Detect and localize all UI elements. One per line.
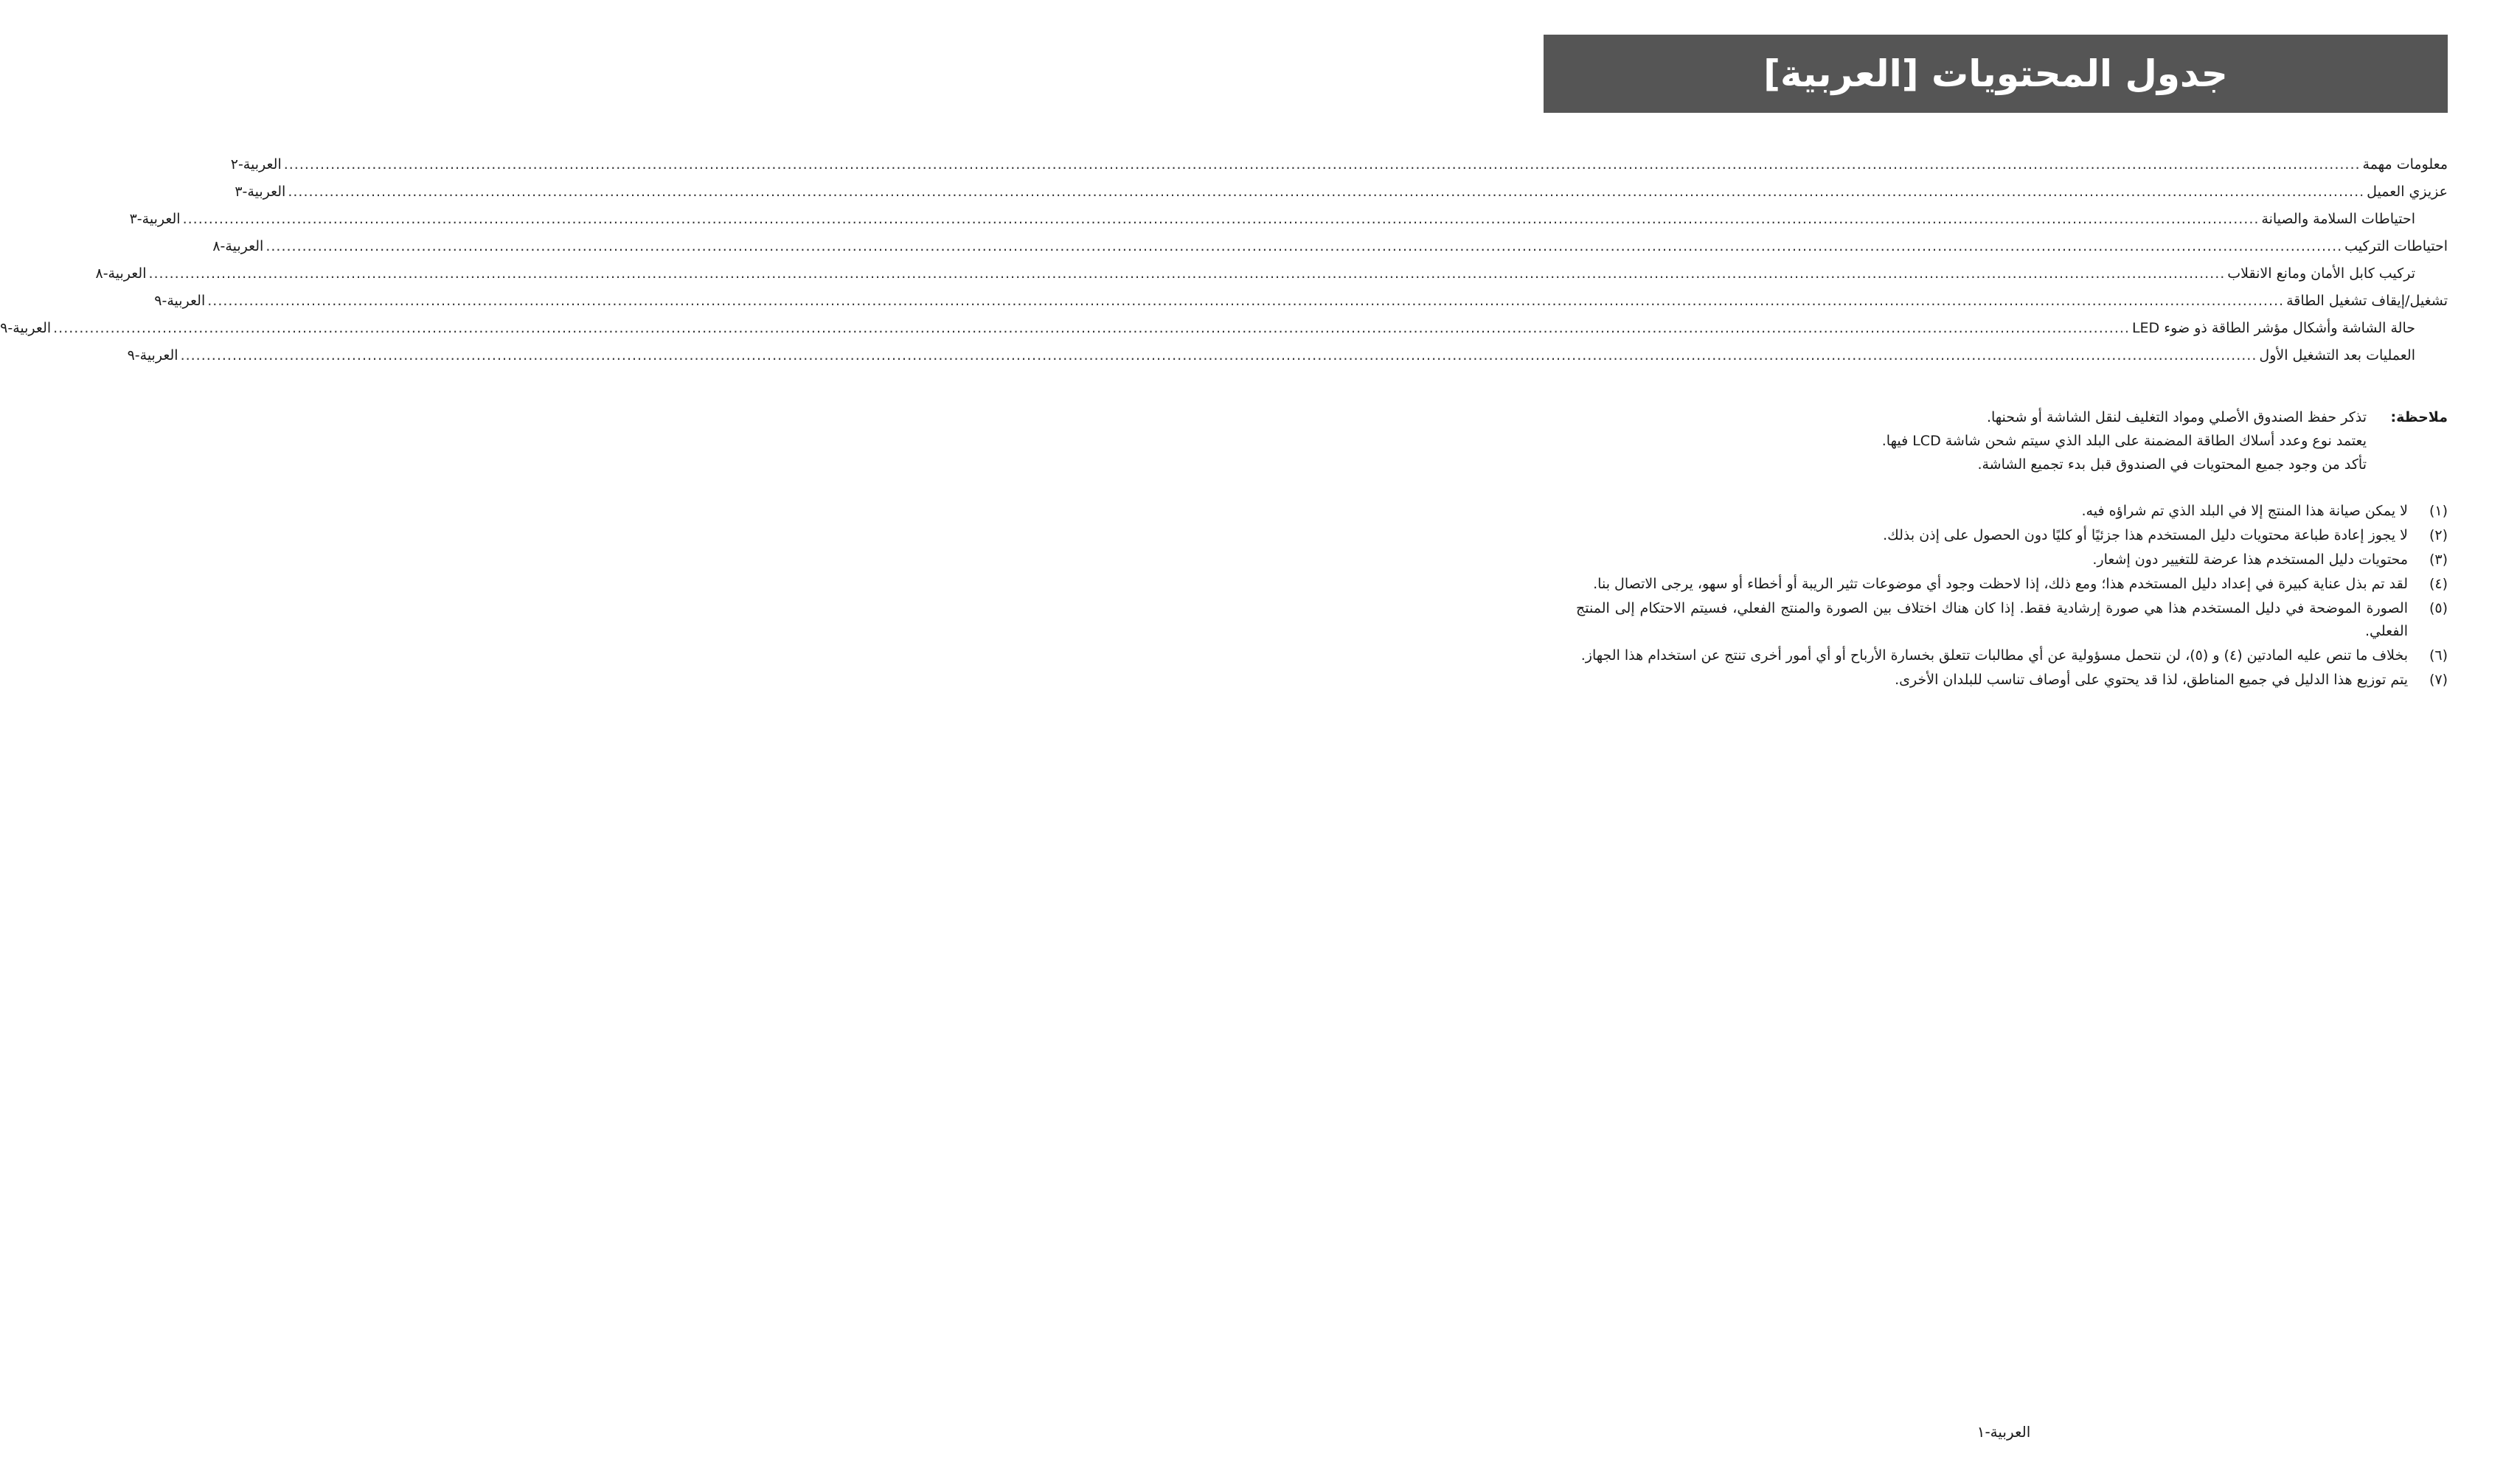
toc-entry[interactable]	[154, 288, 2448, 315]
page-footer	[1488, 1423, 2520, 1441]
list-item	[1576, 573, 2448, 596]
list-item-number: (٣)	[2429, 551, 2448, 568]
toc-entry[interactable]	[127, 342, 2448, 369]
list-item-number: (٢)	[2429, 527, 2448, 543]
toc-entry-label: حالة الشاشة وأشكال مؤشر الطاقة ذو ضوء LED	[2131, 320, 2415, 336]
toc-entry-page: العربية-٢	[230, 156, 282, 173]
toc-leader-dots: ................................................................................................................................................................................................................................................................................................................................................................................................................	[288, 184, 2365, 200]
note-line: يعتمد نوع وعدد أسلاك الطاقة المضمنة على البلد الذي سيتم شحن شاشة LCD فيها.	[1881, 433, 2367, 449]
list-item-number: (١)	[2429, 503, 2448, 519]
note-line: تأكد من وجود جميع المحتويات في الصندوق قبل بدء تجميع الشاشة.	[1977, 456, 2367, 473]
list-item-number: (٧)	[2429, 672, 2448, 688]
list-item	[1576, 597, 2448, 643]
toc-entry-page: العربية-٣	[235, 184, 286, 200]
toc-entry[interactable]	[0, 315, 2448, 342]
numbered-list	[1576, 500, 2448, 693]
page-number: العربية-١	[1976, 1423, 2031, 1441]
toc-entry-page: العربية-٨	[212, 238, 264, 254]
toc-leader-dots: ................................................................................................................................................................................................................................................................................................................................................................................................................	[207, 293, 2285, 309]
note-label: ملاحظة:	[2390, 409, 2448, 425]
toc-entry-page: العربية-٩	[127, 347, 178, 363]
toc-leader-dots: ................................................................................................................................................................................................................................................................................................................................................................................................................	[180, 347, 2257, 363]
toc-entry-page: العربية-٩	[154, 293, 206, 309]
toc-entry-label: تركيب كابل الأمان ومانع الانقلاب	[2227, 265, 2415, 282]
toc-leader-dots: ................................................................................................................................................................................................................................................................................................................................................................................................................	[283, 156, 2361, 173]
list-item-number: (٦)	[2429, 647, 2448, 664]
list-item	[1576, 524, 2448, 547]
list-item-number: (٥)	[2429, 600, 2448, 616]
list-item	[1576, 644, 2448, 667]
list-item-text: لا يمكن صيانة هذا المنتج إلا في البلد الذي تم شراؤه فيه.	[2081, 503, 2408, 519]
list-item	[1576, 500, 2448, 523]
toc-leader-dots: ................................................................................................................................................................................................................................................................................................................................................................................................................	[148, 265, 2226, 282]
toc-entry-page: العربية-٨	[95, 265, 147, 282]
toc-entry-label: تشغيل/إيقاف تشغيل الطاقة	[2286, 293, 2448, 309]
note-block	[1544, 406, 2448, 476]
list-item-number: (٤)	[2429, 576, 2448, 592]
list-item-text: لا يجوز إعادة طباعة محتويات دليل المستخدم هذا جزئيًا أو كليًا دون الحصول على إذن بذلك.	[1883, 527, 2408, 543]
toc-entry[interactable]	[230, 151, 2448, 178]
note-line: تذكر حفظ الصندوق الأصلي ومواد التغليف لنقل الشاشة أو شحنها.	[1986, 409, 2367, 425]
toc-leader-dots: ................................................................................................................................................................................................................................................................................................................................................................................................................	[182, 211, 2260, 227]
page-title-text: جدول المحتويات [العربية]	[1763, 52, 2228, 95]
toc-entry-label: العمليات بعد التشغيل الأول	[2259, 347, 2415, 363]
table-of-contents	[0, 151, 2448, 369]
list-item-text: الصورة الموضحة في دليل المستخدم هذا هي صورة إرشادية فقط. إذا كان هناك اختلاف بين الصورة والمنتج الفعلي، فسيتم الاحتكام إلى المنتج الفعلي.	[1576, 600, 2408, 639]
page-title	[1544, 35, 2448, 113]
toc-entry-page: العربية-٣	[129, 211, 181, 227]
toc-entry-label: احتياطات التركيب	[2344, 238, 2448, 254]
list-item	[1576, 549, 2448, 571]
list-item-text: يتم توزيع هذا الدليل في جميع المناطق، لذا قد يحتوي على أوصاف تناسب للبلدان الأخرى.	[1895, 672, 2408, 688]
list-item	[1576, 669, 2448, 692]
list-item-text: محتويات دليل المستخدم هذا عرضة للتغيير دون إشعار.	[2092, 551, 2408, 568]
toc-entry[interactable]	[235, 178, 2448, 206]
toc-entry[interactable]	[95, 260, 2448, 288]
toc-entry-page: العربية-٩	[0, 320, 52, 336]
toc-entry-label: عزيزي العميل	[2367, 184, 2448, 200]
list-item-text: لقد تم بذل عناية كبيرة في إعداد دليل المستخدم هذا؛ ومع ذلك، إذا لاحظت وجود أي موضوعات تثير الريبة أو أخطاء أو سهو، يرجى الاتصال بنا.	[1593, 576, 2408, 592]
toc-leader-dots: ................................................................................................................................................................................................................................................................................................................................................................................................................	[53, 320, 2130, 336]
toc-entry[interactable]	[212, 233, 2448, 260]
toc-entry[interactable]	[129, 206, 2448, 233]
note-lines	[1544, 406, 2367, 476]
toc-leader-dots: ................................................................................................................................................................................................................................................................................................................................................................................................................	[265, 238, 2343, 254]
toc-entry-label: احتياطات السلامة والصيانة	[2261, 211, 2415, 227]
list-item-text: بخلاف ما تنص عليه المادتين (٤) و (٥)، لن نتحمل مسؤولية عن أي مطالبات تتعلق بخسارة الأرباح أو أي أمور أخرى تنتج عن استخدام هذا الجهاز.	[1580, 647, 2408, 664]
toc-entry-label: معلومات مهمة	[2362, 156, 2448, 173]
